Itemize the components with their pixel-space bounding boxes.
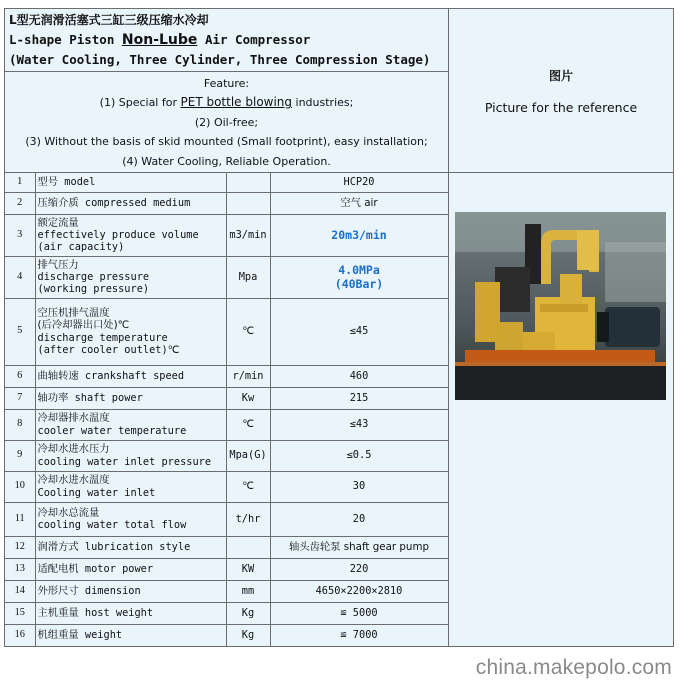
item-cell <box>35 173 226 192</box>
value-text: 4.0MPa <box>338 263 380 278</box>
feature-line-1-suffix: industries; <box>292 96 354 110</box>
item-cell <box>35 298 226 365</box>
item-en: host weight <box>84 606 154 619</box>
unit-cell <box>226 536 270 558</box>
spec-row <box>5 580 448 602</box>
item-cell <box>35 192 226 214</box>
item-en: crankshaft speed <box>84 369 185 382</box>
value-cell <box>270 602 448 624</box>
item-en: discharge temperature <box>37 331 168 344</box>
item-cn: 排气压力 <box>37 258 79 271</box>
item-en: shaft power <box>74 391 143 404</box>
value-cell <box>270 256 448 298</box>
unit-text: ℃ <box>242 480 254 493</box>
unit-cell <box>226 580 270 602</box>
item-en: weight <box>84 629 123 642</box>
item-cn: 冷却水进水温度 <box>37 474 110 487</box>
item-cn-2: (后冷却器出口处)℃ <box>37 319 130 332</box>
unit-cell <box>226 602 270 624</box>
item-cell <box>35 214 226 256</box>
spec-row <box>5 558 448 580</box>
row-number-text: 13 <box>14 562 25 574</box>
row-number <box>5 471 35 502</box>
unit-cell <box>226 558 270 580</box>
spec-row <box>5 502 448 536</box>
spec-row <box>5 256 448 298</box>
value-cell <box>270 409 448 440</box>
row-number-text: 3 <box>17 228 23 240</box>
unit-text: Mpa <box>238 270 258 283</box>
row-number <box>5 602 35 624</box>
feature-pet-highlight: PET bottle blowing <box>180 95 293 110</box>
value-text: ≌ 7000 <box>340 629 378 642</box>
row-number <box>5 409 35 440</box>
row-number-text: 16 <box>14 629 25 641</box>
row-number <box>5 624 35 646</box>
compressor-photo <box>455 212 666 400</box>
item-en: discharge pressure <box>37 270 150 283</box>
row-number-text: 5 <box>17 325 23 337</box>
spec-row <box>5 602 448 624</box>
spec-row <box>5 192 448 214</box>
row-number <box>5 256 35 298</box>
header-left <box>5 9 449 172</box>
row-number <box>5 192 35 214</box>
item-cn: 曲轴转速 <box>37 369 79 382</box>
unit-cell <box>226 298 270 365</box>
row-number <box>5 387 35 409</box>
title-en-prefix: L-shape Piston <box>9 32 122 47</box>
value-cell <box>270 173 448 192</box>
row-number-text: 4 <box>17 270 23 282</box>
value-text: 215 <box>349 391 369 404</box>
item-en: lubrication style <box>84 540 191 553</box>
item-en: effectively produce volume <box>37 228 199 241</box>
unit-cell <box>226 409 270 440</box>
item-cell <box>35 387 226 409</box>
item-cn: 额定流量 <box>37 216 79 229</box>
unit-text: Mpa(G) <box>229 449 267 462</box>
sheet-header <box>5 9 673 173</box>
item-en: model <box>64 176 96 189</box>
spec-row <box>5 471 448 502</box>
spec-row <box>5 365 448 387</box>
title-en-suffix: Air Compressor <box>197 32 311 47</box>
value-text: 4650×2200×2810 <box>315 584 403 597</box>
value-text: 460 <box>349 369 369 382</box>
spec-row <box>5 387 448 409</box>
item-en-2: (working pressure) <box>37 283 150 296</box>
item-cn: 轴功率 <box>37 391 69 404</box>
item-cell <box>35 409 226 440</box>
value-cell <box>270 365 448 387</box>
row-number <box>5 214 35 256</box>
row-number-text: 11 <box>14 512 25 524</box>
item-cn: 外形尺寸 <box>37 584 79 597</box>
spec-table <box>5 173 449 646</box>
unit-text: KW <box>241 562 255 575</box>
value-cell <box>270 471 448 502</box>
feature-line-1-prefix: (1) Special for <box>99 96 181 110</box>
value-text: HCP20 <box>343 176 375 189</box>
value-cell <box>270 440 448 471</box>
item-en: cooling water total flow <box>37 519 187 532</box>
value-cell <box>270 558 448 580</box>
feature-line-3: (3) Without the basis of skid mounted (Small footprint), easy installation; <box>25 135 428 149</box>
item-cell <box>35 256 226 298</box>
unit-cell <box>226 192 270 214</box>
row-number <box>5 440 35 471</box>
value-cell <box>270 387 448 409</box>
title-non-lube: Non-Lube <box>121 32 198 48</box>
value-cell <box>270 536 448 558</box>
item-cell <box>35 502 226 536</box>
unit-cell <box>226 256 270 298</box>
item-cell <box>35 624 226 646</box>
value-text: 轴头齿轮泵 shaft gear pump <box>288 540 430 553</box>
spec-row <box>5 409 448 440</box>
spec-row <box>5 173 448 192</box>
value-text: ≤0.5 <box>346 449 372 462</box>
item-en-2: (air capacity) <box>37 241 125 254</box>
spec-row <box>5 298 448 365</box>
row-number <box>5 173 35 192</box>
item-cell <box>35 558 226 580</box>
feature-heading: Feature: <box>203 77 250 90</box>
spec-sheet <box>4 8 674 647</box>
title-cn: L型无润滑活塞式三缸三级压缩水冷却 <box>9 13 209 27</box>
row-number-text: 10 <box>14 480 25 492</box>
row-number <box>5 502 35 536</box>
unit-text: ℃ <box>242 325 254 338</box>
picture-column <box>449 173 674 646</box>
spec-row <box>5 214 448 256</box>
title-en-line2: (Water Cooling, Three Cylinder, Three Compression Stage) <box>9 52 431 67</box>
value-text: 30 <box>352 480 366 493</box>
row-number-text: 6 <box>17 369 23 381</box>
value-cell <box>270 580 448 602</box>
row-number-text: 8 <box>17 418 23 430</box>
row-number <box>5 536 35 558</box>
title-en <box>9 30 444 50</box>
value-cell <box>270 502 448 536</box>
item-en: compressed medium <box>84 196 191 209</box>
item-cell <box>35 602 226 624</box>
value-cell <box>270 624 448 646</box>
unit-text: mm <box>241 584 255 597</box>
value-text: ≌ 5000 <box>340 606 378 619</box>
item-cn: 冷却水总流量 <box>37 506 100 519</box>
value-cell <box>270 214 448 256</box>
value-text: 空气 air <box>340 196 378 209</box>
unit-text: t/hr <box>235 512 261 525</box>
row-number-text: 15 <box>14 606 25 618</box>
spec-row <box>5 624 448 646</box>
value-text: ≤43 <box>349 418 369 431</box>
row-number <box>5 558 35 580</box>
row-number-text: 14 <box>14 584 25 596</box>
unit-cell <box>226 502 270 536</box>
row-number-text: 7 <box>17 391 23 403</box>
spec-table-body <box>5 173 448 646</box>
item-en: Cooling water inlet <box>37 486 156 499</box>
row-number-text: 1 <box>17 176 23 188</box>
feature-block <box>5 72 448 172</box>
item-cell <box>35 365 226 387</box>
value-text: 20 <box>352 512 366 525</box>
watermark: china.makepolo.com <box>475 656 672 679</box>
unit-cell <box>226 214 270 256</box>
row-number-text: 2 <box>17 196 23 208</box>
title-block <box>5 9 448 72</box>
unit-text: Kw <box>241 391 255 404</box>
item-cell <box>35 536 226 558</box>
item-cn: 冷却器排水温度 <box>37 412 110 425</box>
spec-row <box>5 440 448 471</box>
value-text: 20m3/min <box>331 228 387 243</box>
value-cell <box>270 192 448 214</box>
row-number-text: 12 <box>14 540 25 552</box>
value-text: ≤45 <box>349 325 369 338</box>
spec-row <box>5 536 448 558</box>
item-en: cooling water inlet pressure <box>37 455 212 468</box>
unit-cell <box>226 440 270 471</box>
item-cell <box>35 440 226 471</box>
item-cn: 压缩介质 <box>37 196 79 209</box>
unit-cell <box>226 365 270 387</box>
item-cell <box>35 580 226 602</box>
row-number <box>5 365 35 387</box>
row-number-text: 9 <box>17 449 23 461</box>
unit-text: Kg <box>241 606 255 619</box>
unit-text: r/min <box>232 369 264 382</box>
item-en: cooler water temperature <box>37 424 187 437</box>
unit-cell <box>226 624 270 646</box>
item-cn: 机组重量 <box>37 629 79 642</box>
compressor-illustration <box>455 212 666 400</box>
value-text: 220 <box>349 562 369 575</box>
item-en: motor power <box>84 562 154 575</box>
row-number <box>5 298 35 365</box>
unit-text: Kg <box>241 629 255 642</box>
item-cn: 型号 <box>37 176 59 189</box>
item-cn: 适配电机 <box>37 562 79 575</box>
picture-label-cn: 图片 <box>548 68 573 83</box>
picture-label-en: Picture for the reference <box>484 99 638 115</box>
item-en-2: (after cooler outlet)℃ <box>37 343 180 356</box>
unit-cell <box>226 173 270 192</box>
item-en: dimension <box>84 584 141 597</box>
item-cn: 主机重量 <box>37 606 79 619</box>
item-cn: 润滑方式 <box>37 540 79 553</box>
feature-line-4: (4) Water Cooling, Reliable Operation. <box>122 154 331 168</box>
item-cn: 冷却水进水压力 <box>37 443 110 456</box>
unit-cell <box>226 387 270 409</box>
value-cell <box>270 298 448 365</box>
feature-line-1 <box>7 93 446 112</box>
unit-text: ℃ <box>242 418 254 431</box>
unit-cell <box>226 471 270 502</box>
sheet-body <box>5 173 673 646</box>
row-number <box>5 580 35 602</box>
value-text-2: (40Bar) <box>334 277 384 292</box>
item-cell <box>35 471 226 502</box>
feature-line-2: (2) Oil-free; <box>194 115 259 129</box>
item-cn: 空压机排气温度 <box>37 307 110 320</box>
unit-text: m3/min <box>229 228 267 241</box>
picture-header <box>449 9 673 172</box>
